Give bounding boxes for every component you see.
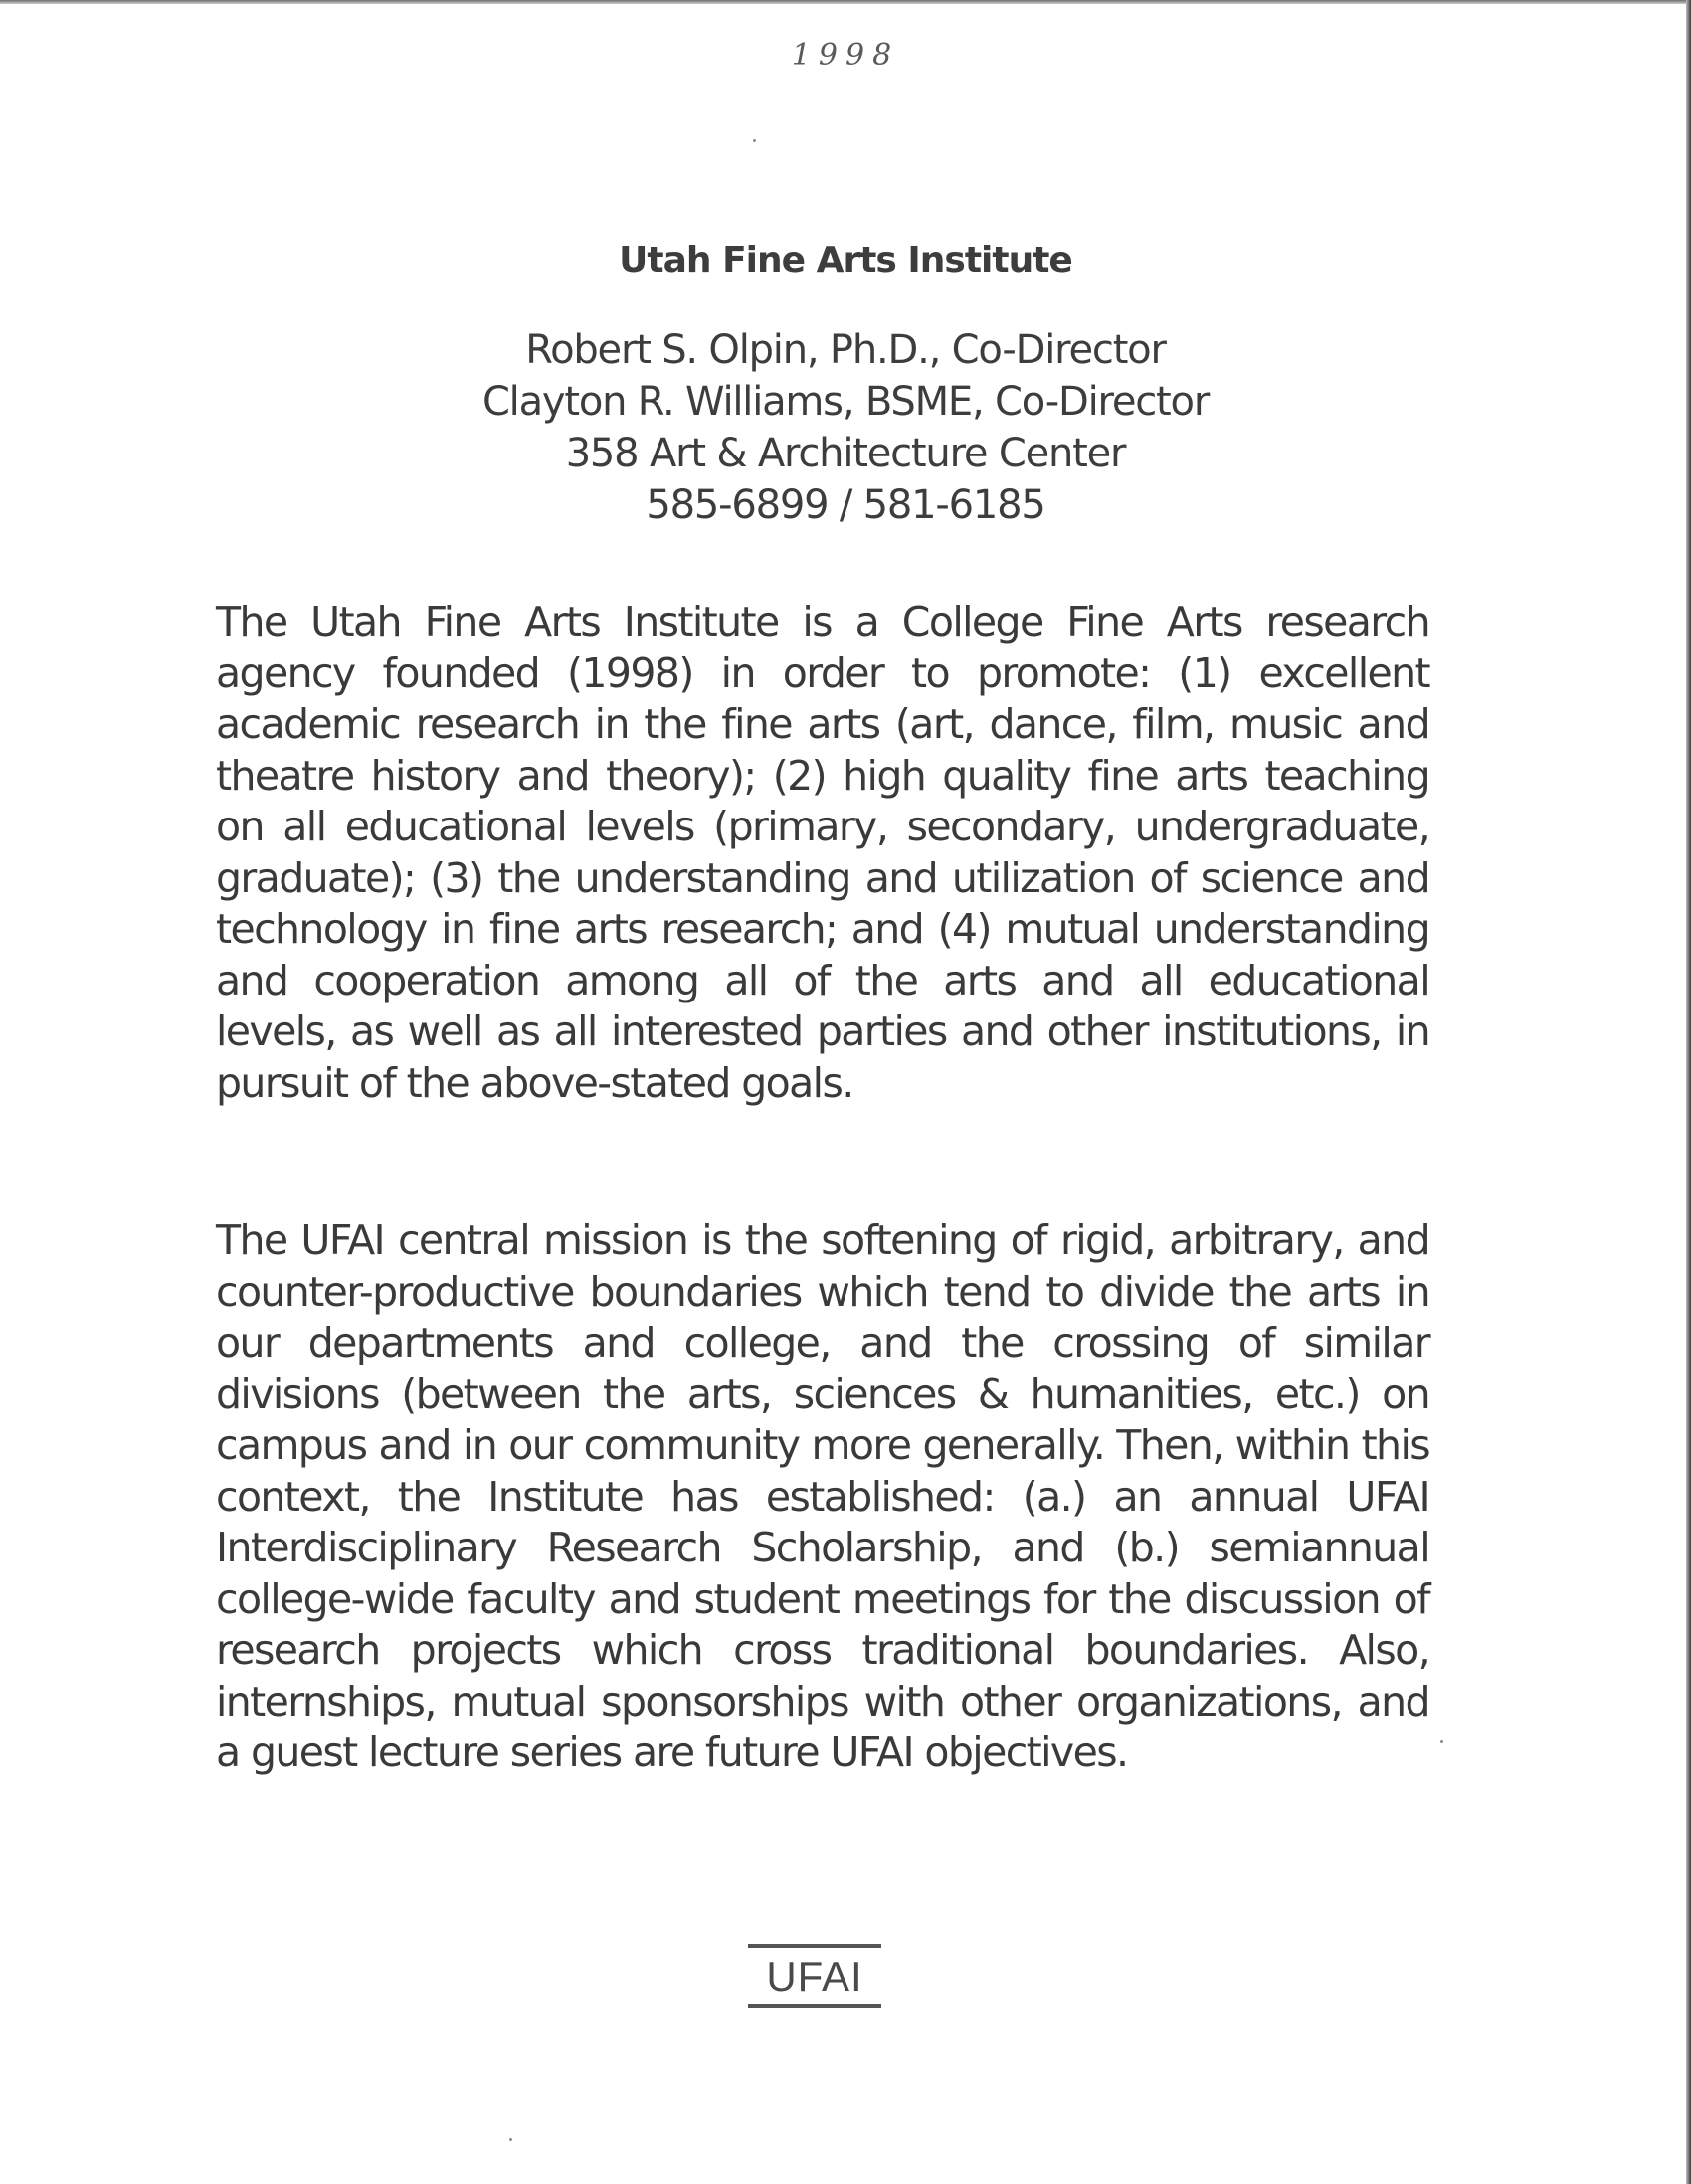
co-director-1: Robert S. Olpin, Ph.D., Co-Director [525,327,1166,373]
office-address: 358 Art & Architecture Center [565,431,1126,476]
scan-speck [753,139,756,142]
letterhead [0,239,1691,531]
scan-speck [509,2138,512,2141]
paragraph-purpose: The Utah Fine Arts Institute is a College Fine Arts research agency founded (1998) in order to promote: (1) excellent academic research in the fine arts (art, dance, film, music and theatre history and theory); (2) high quality fine arts teaching on all educational levels (primary, secondary, undergraduate, graduate); (3) the understanding and utilization of science and technology in fine arts research; and (4) mutual understanding and cooperation among all of the arts and all educational levels, as well as all interested parties and other institutions, in pursuit of the above-stated goals. [216,598,1429,1107]
phone-numbers: 585-6899 / 581-6185 [646,482,1045,528]
scan-edge-top [0,0,1691,4]
organization-title: Utah Fine Arts Institute [619,240,1072,280]
co-director-2: Clayton R. Williams, BSME, Co-Director [481,379,1210,425]
ufai-logo [748,1944,881,2008]
logo-bottom-rule [748,2004,881,2008]
logo-text: UFAI [766,1953,863,2000]
handwritten-year-annotation: 1998 [791,38,900,73]
scan-speck [1440,1740,1443,1743]
paragraph-mission: The UFAI central mission is the softening of rigid, arbitrary, and counter-productive boundaries which tend to divide the arts in our departments and college, and the crossing of similar divisions (between the arts, sciences & humanities, etc.) on campus and in our community more generally. Then, within this context, the Institute has established: (a.) an annual UFAI Interdisciplinary Research Scholarship, and (b.) semiannual college-wide faculty and student meetings for the discussion of research projects which cross traditional boundaries. Also, internships, mutual sponsorships with other organizations, and a guest lecture series are future UFAI objectives. [216,1216,1429,1776]
